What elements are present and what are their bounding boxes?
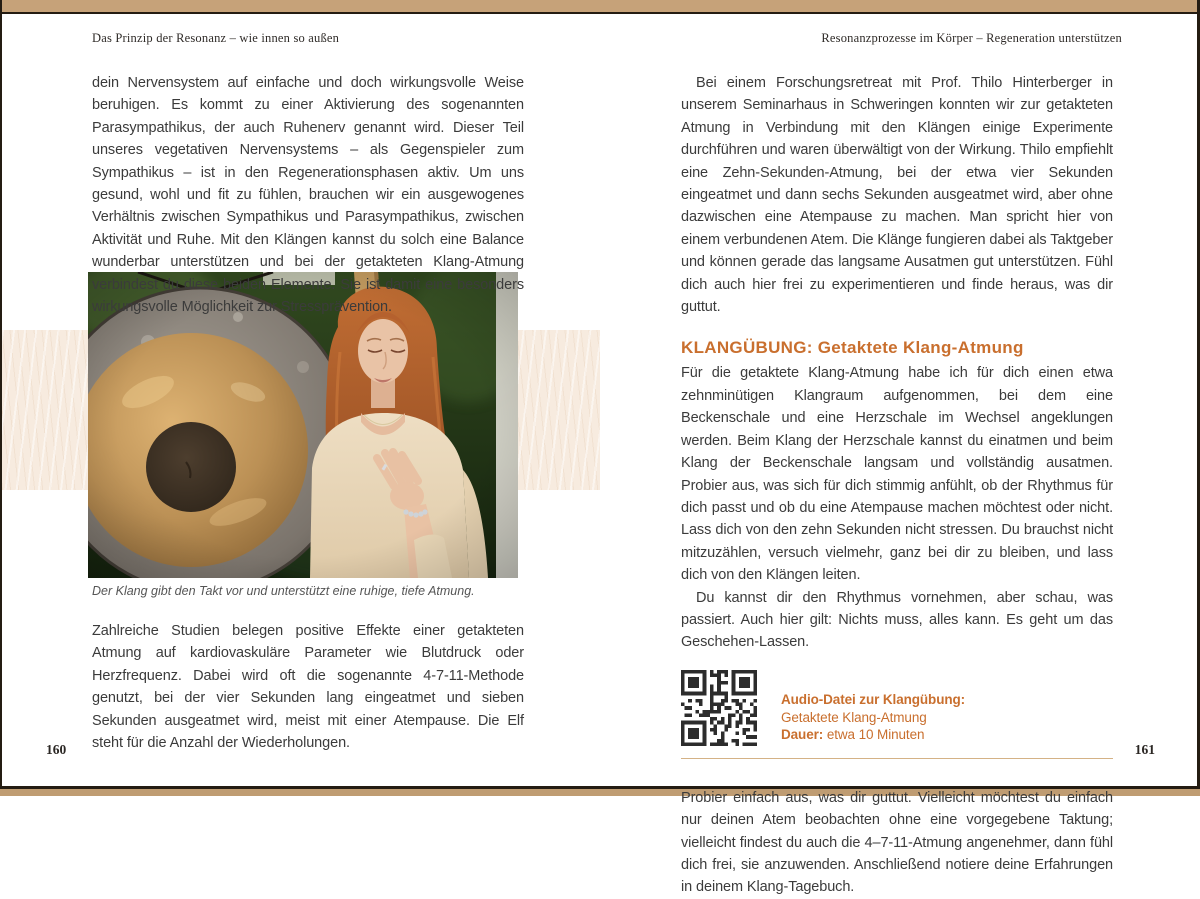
body-paragraph: Du kannst dir den Rhythmus vornehmen, aber schau, was passiert. Auch hier gilt: Nichts muss, alles kann. Es geht um das Geschehen-Lassen. [681, 589, 1113, 651]
left-page-text-column [92, 72, 524, 318]
page-number-right: 161 [1134, 742, 1155, 757]
qr-code [681, 670, 757, 746]
audio-file-block [681, 670, 1113, 746]
audio-duration [781, 726, 965, 744]
audio-file-label: Audio-Datei zur Klangübung: [781, 692, 966, 708]
body-paragraph: Bei einem Forschungsretreat mit Prof. Thilo Hinterberger in unserem Seminarhaus in Schweringen konnten wir zur getakteten Atmung in Verbindung mit den Klängen einige Experimente durchführen und waren überwältigt von der Wirkung. Thilo empfiehlt eine Zehn-Sekunden-Atmung, bei der etwa vier Sekunden eingeatmet und dann sechs Sekunden ausgeatmet wird, aber ohne dazwischen eine Atempause zu machen. Man spricht hier von einem verbundenen Atem. Die Klänge fungieren dabei als Taktgeber und können gerade das langsame Ausatmen gut unterstützen. Fühl dich auch hier frei zu experimentieren und finde heraus, was dir guttut. [681, 75, 1113, 316]
page-number-left: 160 [46, 742, 67, 757]
body-paragraph: Für die getaktete Klang-Atmung habe ich für dich einen etwa zehnminütigen Klangraum aufgenommen, bei dem eine Beckenschale und eine Herzschale im Wechsel angeklungen werden. Beim Klang der Herzschale kannst du einatmen und beim Klang der Beckenschale langsam und vollständig ausatmen. Probier aus, was sich für dich stimmig anfühlt, ob der Rhythmus für dich passt und ob du eine Atempause machen möchtest oder nicht. Lass dich von den zehn Sekunden nicht stressen. Du brauchst nicht mitzuzählen, versuch vielmehr, ganz bei dir zu bleiben, und lass dich von den Klängen leiten. [681, 365, 1113, 584]
body-paragraph: Probier einfach aus, was dir guttut. Vielleicht möchtest du einfach nur deinen Atem beobachten ohne eine vorgegebene Taktung; vielleicht findest du auch die 4–7-11-Atmung angenehmer, dann fühl dich frei, sie anzuwenden. Anschließend notiere deine Erfahrungen in deinem Klang-Tagebuch. [681, 789, 1113, 896]
body-paragraph: Zahlreiche Studien belegen positive Effekte einer getakteten Atmung auf kardiovaskuläre Parameter wie Blutdruck oder Herzfrequenz. Dabei wird oft die sogenannte 4-7-11-Methode genutzt, bei der vier Sekunden lang eingeatmet und sieben Sekunden ausgeatmet wird, meist mit einer Atempause. Die Elf steht für die Anzahl der Wiederholungen. [92, 623, 524, 752]
body-paragraph: dein Nervensystem auf einfache und doch wirkungsvolle Weise beruhigen. Es kommt zu einer Aktivierung des sogenannten Parasympathikus, der auch Ruhenerv genannt wird. Dieser Teil unseres vegetativen Nervensystems – als Gegenspieler zum Sympathikus – ist in den Regenerationsphasen aktiv. Um uns gesund, wohl und fit zu fühlen, brauchen wir ein ausgewogenes Verhältnis zwischen Sympathikus und Parasympathikus, zwischen Aktivität und Ruhe. Mit den Klängen kannst du solch eine Balance wunderbar unterstützen und bei der getakteten Klang-Atmung verbindest du diese beiden Elemente. Sie ist damit eine besonders wirkungsvolle Möglichkeit zur Stressprävention. [92, 75, 524, 316]
audio-file-info [781, 691, 965, 744]
book-frame-top-bar [0, 0, 1200, 12]
photo-caption: Der Klang gibt den Takt vor und unterstützt eine ruhige, tiefe Atmung. [92, 584, 475, 598]
exercise-heading: KLANGÜBUNG: Getaktete Klang-Atmung [681, 338, 1024, 358]
book-frame-top-edge [0, 12, 1200, 14]
audio-duration-value: etwa 10 Minuten [823, 727, 925, 743]
audio-file-title: Getaktete Klang-Atmung [781, 709, 927, 725]
running-head-right: Resonanzprozesse im Körper – Regeneration unterstützen [821, 31, 1122, 45]
left-page-paragraph-2 [92, 620, 524, 754]
audio-duration-label: Dauer: [781, 727, 824, 743]
running-head-left: Das Prinzip der Resonanz – wie innen so außen [92, 31, 340, 45]
right-page-text-column [681, 72, 1113, 899]
